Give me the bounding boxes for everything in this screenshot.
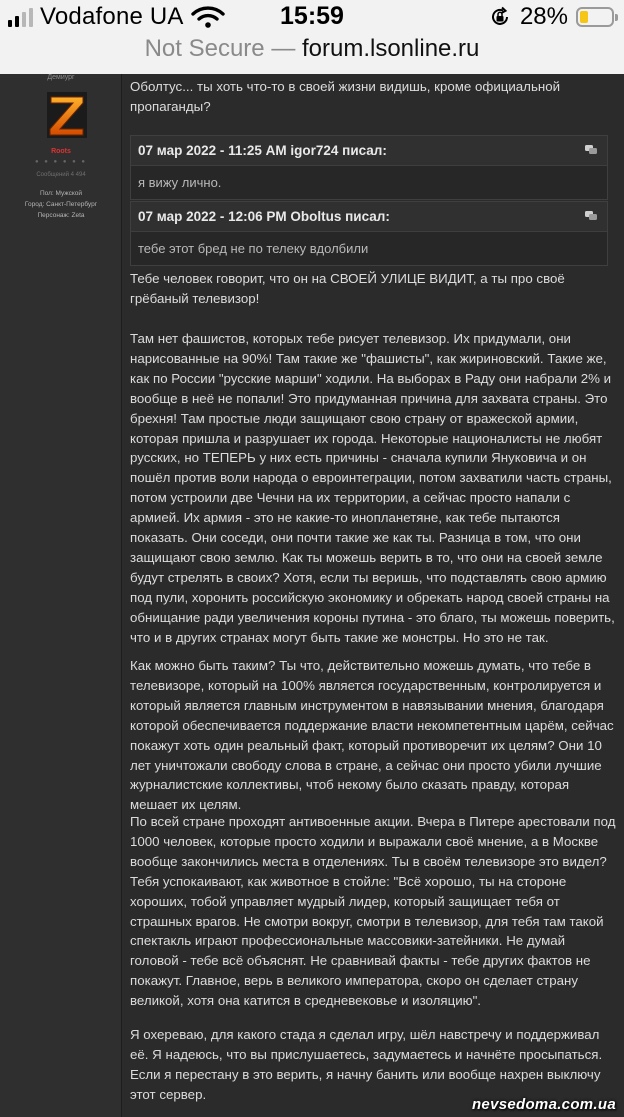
- snapback-icon[interactable]: [585, 211, 597, 221]
- watermark: nevsedoma.com.ua: [471, 1096, 616, 1113]
- battery-icon: [576, 7, 614, 27]
- post-paragraph-4: По всей стране проходят антивоенные акции. Вчера в Питере арестовали под 1000 человек, которые просто ходили и выражали своё мнение, а в Москве вообще закончились места в отделениях. Ты в своём телевизоре это видел? Тебя успокаивают, как животное в стойле: "Всё хорошо, ты на стороне хороших, тобой управляет мудрый лидер, который защищает тебя от страшных врагов. Не смотри вокруг, смотри в телевизор, для тебя там такой спектакль играют профессиональные массовики-затейники. Не думай головой - тебе всё объяснят. Не сравнивай факты - тебе других фактов не покажут. Главное, верь в великого императора, скоро он сделает страну великой, хотя она катится в средневековье и изоляцию".: [130, 814, 616, 1009]
- post-paragraph-3: Как можно быть таким? Ты что, действительно можешь думать, что тебе в телевизоре, который на 100% является государственным, контролируется и который является главным инструментом в навязывании мнения, благодаря которой обеспечивается поддержание власти некомпетентным царём, сейчас покажут хоть один реальный факт, который противоречит их целям? Они 10 лет уничтожали свободу слова в стране, а сейчас они просто убили лучшие журналистские коллективы, чтоб некому было сказать правду, которая мешает их целям.: [130, 658, 614, 813]
- quote-text: я вижу лично.: [138, 175, 222, 190]
- user-character: Персонаж: Zeta: [37, 212, 85, 219]
- user-gender: Пол: Мужской: [39, 190, 83, 197]
- quote-block: [130, 201, 608, 266]
- quote-author-line: 07 мар 2022 - 11:25 AM igor724 писал:: [138, 143, 387, 158]
- rank-stars: ● ● ● ● ● ●: [34, 159, 88, 165]
- post-content: [123, 74, 624, 1117]
- url-separator: —: [271, 35, 296, 62]
- user-profile-fields: [0, 188, 122, 221]
- z-logo-icon: [47, 92, 87, 138]
- user-sidebar: [0, 74, 122, 1117]
- post-paragraph-1: Тебе человек говорит, что он на СВОЕЙ УЛИЦЕ ВИДИТ, а ты про своё грёбаный телевизор!: [130, 271, 565, 306]
- post-count: Сообщений 4 494: [36, 172, 86, 178]
- user-rank: Демиург: [47, 74, 75, 81]
- post-paragraph-2: Там нет фашистов, которых тебе рисует телевизор. Их придумали, они нарисованные на 90%! Там такие же "фашисты", как жириновский. Такие же, как по России "русские марши" ходили. На выборах в Раду они набрали 2% и вообще в неё не попали! Это придуманная причина для захвата страны. Это брехня! Там простые люди защищают свою страну от вражеской армии, которая пришла и разрушает их города. Некоторые националисты не любят русских, но ТЕПЕРЬ у них есть причины - сначала купили Януковича и он пошёл против воли народа о евроинтеграции, потом захватили часть страны, потом устроили две Чечни на их территории, а сейчас просто напали с армией. Их армия - это не какие-то инопланетяне, как тебе пытаются показать. Они соседи, они почти такие же как ты. Разница в том, что они защищают свою землю. Как ты можешь верить в то, что они на своей земле будут стрелять в своих? Хотя, если ты веришь, что подставлять свою армию под пули, хоронить российскую экономику и обрекать народ своей страны на обнищание ради увеличения короны путина - это благо, ты можешь поверить, что и в других странах могут быть такие же монстры. Но это не так.: [130, 331, 615, 645]
- status-bar: [0, 0, 624, 34]
- carrier-name: Vodafone UA: [40, 3, 184, 30]
- quote-header: [131, 136, 607, 166]
- address-bar[interactable]: [0, 34, 624, 74]
- post-intro-text: Оболтус... ты хоть что-то в своей жизни видишь, кроме официальной пропаганды?: [130, 79, 561, 114]
- battery-fill: [580, 11, 588, 23]
- post-paragraph-5: Я охереваю, для какого стада я сделал игру, шёл навстречу и поддерживал её. Я надеюсь, что вы прислушаетесь, задумаетесь и начнёте просыпаться. Если я перестану в это верить, я начну банить или вообще нахрен выключу этот сервер.: [130, 1027, 603, 1102]
- not-secure-label: Not Secure: [144, 35, 265, 62]
- snapback-icon[interactable]: [585, 145, 597, 155]
- battery-percent: 28%: [519, 3, 568, 30]
- status-right-group: [488, 3, 614, 31]
- username-link[interactable]: Roots: [51, 148, 71, 155]
- rotation-lock-icon: [488, 5, 512, 29]
- user-city: Город: Санкт-Петербург: [24, 201, 98, 208]
- quote-header: [131, 202, 607, 232]
- clock: 15:59: [280, 2, 344, 30]
- url-domain[interactable]: forum.lsonline.ru: [301, 35, 480, 62]
- quote-author-line: 07 мар 2022 - 12:06 PM Oboltus писал:: [138, 209, 390, 224]
- quote-text: тебе этот бред не по телеку вдолбили: [138, 241, 369, 256]
- quote-block: [130, 135, 608, 200]
- avatar[interactable]: [47, 92, 87, 138]
